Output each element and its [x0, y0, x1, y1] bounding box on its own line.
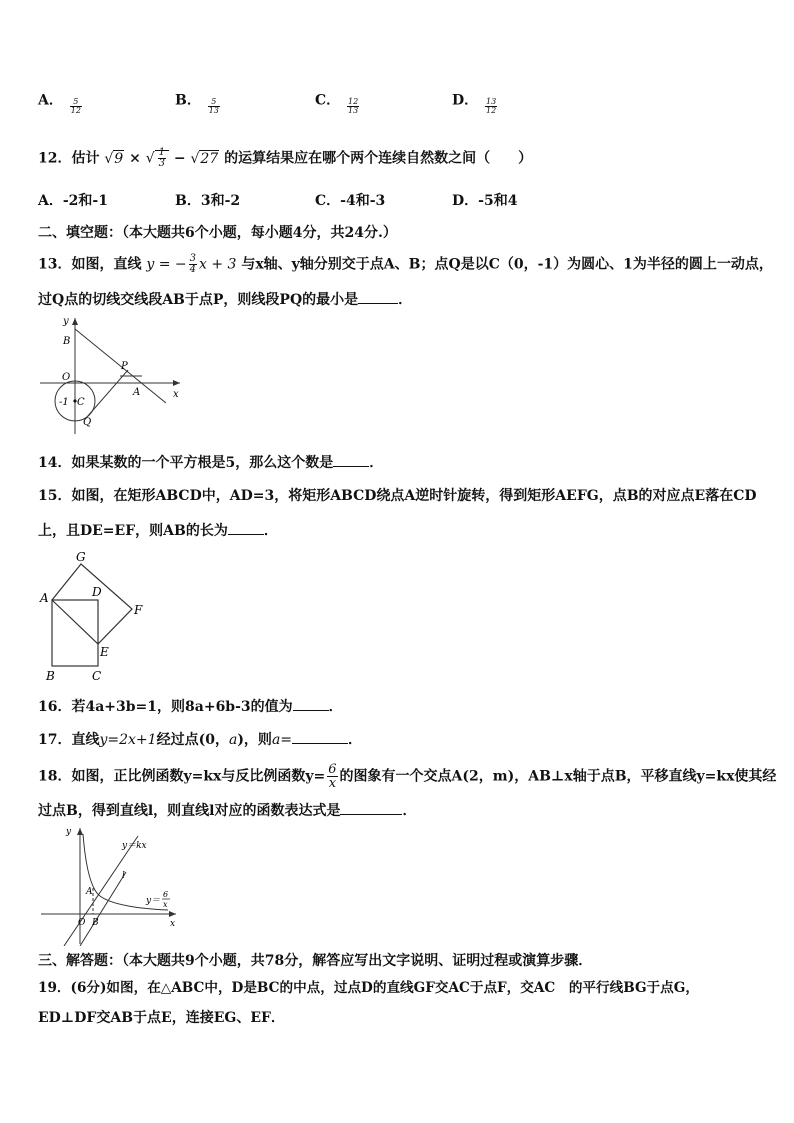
q18-label-yeq: y＝: [146, 896, 161, 906]
q12-option-b[interactable]: B．3和-2: [175, 193, 241, 209]
q11-option-c[interactable]: C． $\frac{12}{13}$: [315, 92, 359, 115]
q11-option-a-fraction: $\frac{5}{12}$: [70, 97, 81, 115]
q13-label-q: Q: [83, 417, 92, 428]
q12-sqrt-9: √9: [104, 150, 124, 167]
q17-question: 17．直线y=2x+1经过点(0，a)，则a= ．: [38, 729, 362, 750]
q18-label-o: O: [78, 918, 86, 928]
q18-line-ykx: [64, 836, 138, 946]
q18-line-2: 过点B，得到直线l，则直线l对应的函数表达式是 ．: [38, 800, 416, 821]
q13-label-p: P: [121, 361, 128, 372]
q18-label-6: 6: [163, 890, 169, 899]
q15-label-d: D: [92, 585, 102, 599]
q13-y-arrow: [72, 318, 78, 325]
q15-label-e: E: [100, 645, 109, 659]
q13-label-a: A: [133, 387, 141, 398]
q11-option-a[interactable]: A． $\frac{5}{12}$: [38, 92, 81, 115]
q15-answer-blank[interactable]: [228, 520, 264, 535]
q15-label-g: G: [76, 550, 86, 564]
q16-question: 16．若4a+3b=1，则8a+6b-3的值为 ．: [38, 696, 343, 717]
q13-label-minus1: -1: [59, 397, 69, 408]
q18-x-arrow: [169, 911, 176, 917]
q18-label-dx: x: [163, 900, 168, 909]
q18-label-ykx: y＝kx: [122, 841, 147, 851]
q18-figure: [36, 822, 186, 946]
q15-figure: [36, 546, 156, 684]
q15-label-a: A: [40, 591, 49, 605]
q15-line-1: 15．如图，在矩形ABCD中，AD=3，将矩形ABCD绕点A逆时针旋转，得到矩形AEFG，点B的对应点E落在CD: [38, 488, 757, 504]
q13-line-2: 过Q点的切线交线段AB于点P，则线段PQ的最小是 ．: [38, 289, 412, 310]
q15-label-b: B: [46, 669, 55, 683]
q17-answer-blank[interactable]: [292, 729, 348, 744]
q13-label-b: B: [63, 336, 71, 347]
q15-label-f: F: [134, 603, 143, 617]
section-3-heading: 三、解答题：（本大题共9个小题，共78分，解答应写出文字说明、证明过程或演算步骤．: [38, 953, 593, 969]
q13-answer-blank[interactable]: [358, 289, 398, 304]
q12-option-c[interactable]: C．-4和-3: [315, 193, 386, 209]
q11-option-d[interactable]: D． $\frac{13}{12}$: [452, 92, 497, 115]
q18-label-x: x: [170, 919, 176, 929]
q15-rectangle-aefg: [52, 564, 132, 644]
q12-sqrt-27: √27: [190, 150, 219, 167]
q13-x-arrow: [173, 380, 180, 386]
q13-label-o: O: [62, 372, 71, 383]
section-2-heading: 二、填空题：（本大题共6个小题，每小题4分，共24分.）: [38, 225, 397, 241]
q19-line-1: 19．(6分)如图，在△ABC中，D是BC的中点，过点D的直线GF交AC于点F，交AC 的平行线BG于点G，: [38, 980, 699, 996]
q13-line-1: 13．如图，直线 y = − $\frac{3}{4}$ x + 3 与x轴、y轴分别交于点A、B；点Q是以C（0，-1）为圆心、1为半径的圆上一动点，: [38, 253, 773, 275]
q13-label-c: C: [77, 397, 85, 408]
q18-label-a: A: [86, 887, 93, 897]
q13-figure: [30, 312, 190, 440]
q11-option-d-fraction: $\frac{13}{12}$: [486, 97, 497, 115]
q12-sqrt-fraction: √ $\frac{1}{3}$: [146, 148, 169, 169]
q15-rectangle-abcd: [52, 600, 98, 666]
q14-answer-blank[interactable]: [333, 452, 369, 467]
q13-label-x: x: [173, 389, 179, 400]
q18-label-y: y: [66, 827, 72, 837]
q15-label-c: C: [92, 669, 102, 683]
q16-answer-blank[interactable]: [293, 696, 329, 711]
q18-line-1: 18．如图，正比例函数y=kx与反比例函数y= $\frac{6}{x}$ 的图象有一个交点A(2，m)，AB⊥x轴于点B，平移直线y=kx使其经: [38, 762, 777, 791]
q18-answer-blank[interactable]: [340, 800, 402, 815]
q14-question: 14．如果某数的一个平方根是5，那么这个数是 ．: [38, 452, 383, 473]
q18-label-b: B: [92, 918, 99, 928]
q11-option-b[interactable]: B． $\frac{5}{13}$: [175, 92, 219, 115]
q12-question: 12．估计 √9 × √ $\frac{1}{3}$ − √27 的运算结果应在哪个两个连续自然数之间（ ）: [38, 147, 533, 169]
q15-line-2: 上，且DE=EF，则AB的长为 ．: [38, 520, 278, 541]
q19-line-2: ED⊥DF交AB于点E，连接EG、EF．: [38, 1010, 285, 1026]
q12-option-d[interactable]: D．-5和4: [452, 193, 518, 209]
q18-y-arrow: [77, 828, 83, 835]
q12-option-a[interactable]: A．-2和-1: [38, 193, 108, 209]
q11-option-b-fraction: $\frac{5}{13}$: [208, 97, 219, 115]
q18-label-l: l: [122, 871, 125, 881]
q13-label-y: y: [63, 316, 69, 327]
q11-option-c-fraction: $\frac{12}{13}$: [348, 97, 359, 115]
q18-line-l: [80, 872, 126, 946]
